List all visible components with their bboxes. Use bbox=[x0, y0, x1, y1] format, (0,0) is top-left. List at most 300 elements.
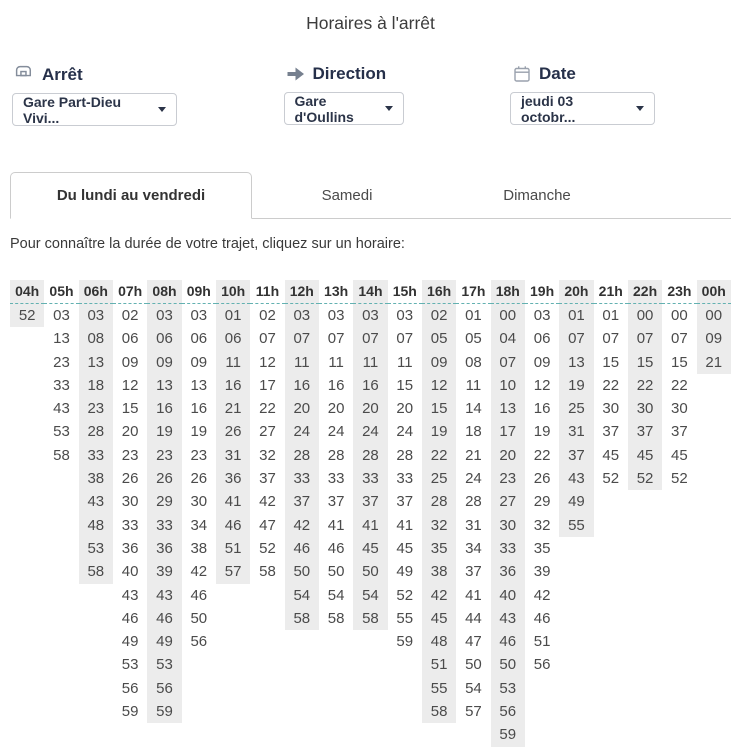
time-cell[interactable]: 25 bbox=[430, 470, 448, 488]
time-cell[interactable]: 28 bbox=[362, 446, 379, 464]
hour-column bbox=[628, 280, 662, 490]
hour-column bbox=[79, 280, 113, 584]
time-cell[interactable]: 39 bbox=[156, 563, 173, 581]
time-cell[interactable]: 10 bbox=[499, 376, 517, 394]
time-cell[interactable]: 37 bbox=[568, 446, 585, 464]
time-cell[interactable]: 46 bbox=[190, 586, 208, 604]
time-cell[interactable]: 34 bbox=[190, 516, 208, 534]
time-cell[interactable]: 11 bbox=[396, 353, 413, 371]
time-cell[interactable]: 07 bbox=[602, 330, 620, 348]
day-tabs bbox=[10, 172, 731, 219]
time-cell[interactable]: 37 bbox=[259, 470, 276, 488]
stop-label-row bbox=[12, 64, 177, 85]
time-cell[interactable]: 42 bbox=[430, 586, 448, 604]
time-cell[interactable]: 09 bbox=[430, 353, 448, 371]
direction-select-value: Gare d'Oullins bbox=[294, 92, 354, 125]
time-cell[interactable]: 26 bbox=[121, 470, 139, 488]
time-cell[interactable]: 36 bbox=[121, 539, 139, 557]
time-cell[interactable]: 33 bbox=[53, 376, 70, 394]
time-cell[interactable]: 56 bbox=[190, 633, 208, 651]
hour-header: 22h bbox=[628, 280, 662, 304]
time-cell[interactable]: 42 bbox=[190, 563, 208, 581]
time-cell[interactable]: 49 bbox=[568, 493, 585, 511]
time-cell[interactable]: 03 bbox=[53, 307, 70, 324]
time-cell[interactable]: 20 bbox=[293, 400, 311, 418]
time-cell[interactable]: 22 bbox=[602, 376, 620, 394]
time-cell[interactable]: 56 bbox=[499, 703, 517, 721]
hour-column bbox=[422, 280, 456, 723]
time-cell[interactable]: 24 bbox=[293, 423, 311, 441]
time-cell[interactable]: 54 bbox=[327, 586, 345, 604]
time-cell[interactable]: 53 bbox=[499, 679, 517, 697]
direction-select[interactable] bbox=[284, 92, 404, 125]
time-cell[interactable]: 07 bbox=[396, 330, 414, 348]
time-cell[interactable]: 37 bbox=[602, 423, 620, 441]
filter-stop bbox=[12, 64, 177, 126]
time-cell[interactable]: 20 bbox=[327, 400, 345, 418]
time-cell[interactable]: 11 bbox=[294, 353, 310, 371]
time-cell[interactable]: 12 bbox=[430, 376, 448, 394]
time-cell[interactable]: 00 bbox=[499, 307, 517, 324]
time-cell[interactable]: 01 bbox=[224, 307, 242, 324]
time-cell[interactable]: 43 bbox=[156, 586, 173, 604]
time-cell[interactable]: 56 bbox=[156, 679, 173, 697]
time-cell[interactable]: 57 bbox=[224, 563, 242, 581]
time-cell[interactable]: 24 bbox=[362, 423, 379, 441]
time-cell[interactable]: 13 bbox=[499, 400, 517, 418]
date-select[interactable] bbox=[510, 92, 655, 125]
time-cell[interactable]: 08 bbox=[87, 330, 105, 348]
time-cell[interactable]: 50 bbox=[327, 563, 345, 581]
time-cell[interactable]: 15 bbox=[396, 376, 414, 394]
time-cell[interactable]: 45 bbox=[671, 446, 688, 464]
time-cell[interactable]: 42 bbox=[259, 493, 276, 511]
time-cell[interactable]: 33 bbox=[362, 470, 379, 488]
time-cell[interactable]: 42 bbox=[533, 586, 551, 604]
hour-header: 11h bbox=[250, 280, 284, 304]
time-cell[interactable]: 59 bbox=[156, 703, 173, 721]
time-cell[interactable]: 36 bbox=[224, 470, 242, 488]
time-cell[interactable]: 09 bbox=[533, 353, 551, 371]
time-cell[interactable]: 37 bbox=[671, 423, 688, 441]
time-cell[interactable]: 07 bbox=[259, 330, 276, 348]
chevron-down-icon bbox=[158, 107, 166, 112]
time-cell[interactable]: 54 bbox=[362, 586, 379, 604]
time-cell[interactable]: 12 bbox=[259, 353, 276, 371]
date-label-row bbox=[510, 64, 655, 84]
time-cell[interactable]: 07 bbox=[293, 330, 311, 348]
time-cell[interactable]: 45 bbox=[362, 539, 379, 557]
time-cell[interactable]: 46 bbox=[121, 609, 139, 627]
time-cell[interactable]: 16 bbox=[293, 376, 311, 394]
time-cell[interactable]: 40 bbox=[121, 563, 139, 581]
time-cell[interactable]: 33 bbox=[499, 539, 517, 557]
time-cell[interactable]: 33 bbox=[396, 470, 414, 488]
hour-header: 23h bbox=[662, 280, 696, 304]
time-cell[interactable]: 12 bbox=[533, 376, 551, 394]
time-cell[interactable]: 54 bbox=[465, 679, 482, 697]
timetable bbox=[10, 280, 731, 747]
time-cell[interactable]: 45 bbox=[430, 609, 448, 627]
time-cell[interactable]: 05 bbox=[430, 330, 448, 348]
bus-stop-icon bbox=[14, 64, 35, 85]
time-cell[interactable]: 21 bbox=[224, 400, 242, 418]
time-cell[interactable]: 26 bbox=[190, 470, 208, 488]
time-cell[interactable]: 03 bbox=[293, 307, 311, 324]
time-cell[interactable]: 23 bbox=[53, 353, 70, 371]
time-cell[interactable]: 58 bbox=[259, 563, 276, 581]
hour-header: 06h bbox=[79, 280, 113, 304]
time-cell[interactable]: 23 bbox=[499, 470, 517, 488]
time-cell[interactable]: 47 bbox=[259, 516, 276, 534]
time-cell[interactable]: 19 bbox=[533, 423, 551, 441]
time-cell[interactable]: 12 bbox=[121, 376, 139, 394]
time-cell[interactable]: 42 bbox=[293, 516, 311, 534]
time-cell[interactable]: 28 bbox=[327, 446, 345, 464]
time-cell[interactable]: 16 bbox=[224, 376, 242, 394]
time-cell[interactable]: 30 bbox=[671, 400, 688, 418]
time-cell[interactable]: 05 bbox=[465, 330, 482, 348]
time-cell[interactable]: 48 bbox=[87, 516, 105, 534]
time-cell[interactable]: 02 bbox=[259, 307, 276, 324]
time-cell[interactable]: 13 bbox=[53, 330, 70, 348]
time-cell[interactable]: 52 bbox=[259, 539, 276, 557]
time-cell[interactable]: 51 bbox=[430, 656, 448, 674]
time-cell[interactable]: 59 bbox=[499, 726, 517, 744]
hour-column bbox=[285, 280, 319, 630]
time-cell[interactable]: 31 bbox=[224, 446, 242, 464]
time-cell[interactable]: 33 bbox=[156, 516, 173, 534]
time-cell[interactable]: 37 bbox=[362, 493, 379, 511]
time-cell[interactable]: 30 bbox=[121, 493, 139, 511]
calendar-icon bbox=[512, 64, 532, 84]
time-cell[interactable]: 09 bbox=[190, 353, 208, 371]
time-cell[interactable]: 58 bbox=[327, 609, 345, 627]
time-cell[interactable]: 29 bbox=[533, 493, 551, 511]
time-cell[interactable]: 03 bbox=[156, 307, 173, 324]
time-cell[interactable]: 23 bbox=[190, 446, 208, 464]
time-cell[interactable]: 27 bbox=[499, 493, 517, 511]
time-cell[interactable]: 49 bbox=[121, 633, 139, 651]
time-cell[interactable]: 06 bbox=[121, 330, 139, 348]
time-cell[interactable]: 43 bbox=[568, 470, 585, 488]
time-cell[interactable]: 30 bbox=[190, 493, 208, 511]
time-cell[interactable]: 38 bbox=[87, 470, 105, 488]
time-cell[interactable]: 16 bbox=[362, 376, 379, 394]
hour-header: 08h bbox=[147, 280, 181, 304]
time-cell[interactable]: 52 bbox=[671, 470, 688, 488]
time-cell[interactable]: 30 bbox=[636, 400, 654, 418]
time-cell[interactable]: 07 bbox=[327, 330, 345, 348]
time-cell[interactable]: 09 bbox=[156, 353, 173, 371]
time-cell[interactable]: 48 bbox=[430, 633, 448, 651]
time-cell[interactable]: 17 bbox=[259, 376, 276, 394]
time-cell[interactable]: 23 bbox=[156, 446, 173, 464]
time-cell[interactable]: 11 bbox=[328, 353, 344, 371]
time-cell[interactable]: 19 bbox=[190, 423, 208, 441]
time-cell[interactable]: 43 bbox=[53, 400, 70, 418]
time-cell[interactable]: 11 bbox=[362, 353, 379, 371]
time-cell[interactable]: 16 bbox=[533, 400, 551, 418]
time-cell[interactable]: 33 bbox=[293, 470, 311, 488]
time-cell[interactable]: 07 bbox=[568, 330, 585, 348]
time-cell[interactable]: 58 bbox=[53, 446, 70, 464]
time-cell[interactable]: 15 bbox=[636, 353, 654, 371]
time-cell[interactable]: 55 bbox=[568, 516, 585, 534]
time-cell[interactable]: 31 bbox=[465, 516, 482, 534]
time-cell[interactable]: 07 bbox=[362, 330, 379, 348]
time-cell[interactable]: 21 bbox=[465, 446, 482, 464]
time-cell[interactable]: 03 bbox=[396, 307, 414, 324]
time-cell[interactable]: 34 bbox=[465, 539, 482, 557]
time-cell[interactable]: 41 bbox=[396, 516, 414, 534]
time-cell[interactable]: 50 bbox=[499, 656, 517, 674]
time-cell[interactable]: 58 bbox=[87, 563, 105, 581]
time-cell[interactable]: 18 bbox=[87, 376, 105, 394]
time-cell[interactable]: 16 bbox=[190, 400, 208, 418]
time-cell[interactable]: 06 bbox=[533, 330, 551, 348]
time-cell[interactable]: 57 bbox=[465, 703, 482, 721]
time-cell[interactable]: 52 bbox=[18, 307, 36, 324]
time-cell[interactable]: 01 bbox=[568, 307, 585, 324]
time-cell[interactable]: 30 bbox=[602, 400, 620, 418]
time-cell[interactable]: 22 bbox=[430, 446, 448, 464]
tab-sunday[interactable]: Dimanche bbox=[503, 187, 571, 204]
time-cell[interactable]: 24 bbox=[396, 423, 414, 441]
time-cell[interactable]: 52 bbox=[396, 586, 414, 604]
time-cell[interactable]: 20 bbox=[362, 400, 379, 418]
hour-column bbox=[662, 280, 696, 490]
time-cell[interactable]: 25 bbox=[568, 400, 585, 418]
time-cell[interactable]: 33 bbox=[121, 516, 139, 534]
time-cell[interactable]: 41 bbox=[224, 493, 242, 511]
time-cell[interactable]: 22 bbox=[671, 376, 688, 394]
time-cell[interactable]: 09 bbox=[121, 353, 139, 371]
time-cell[interactable]: 28 bbox=[87, 423, 105, 441]
time-cell[interactable]: 23 bbox=[121, 446, 139, 464]
time-cell[interactable]: 26 bbox=[156, 470, 173, 488]
time-cell[interactable]: 56 bbox=[121, 679, 139, 697]
time-cell[interactable]: 02 bbox=[121, 307, 139, 324]
time-cell[interactable]: 06 bbox=[156, 330, 173, 348]
time-cell[interactable]: 24 bbox=[465, 470, 482, 488]
time-cell[interactable]: 49 bbox=[396, 563, 414, 581]
time-cell[interactable]: 54 bbox=[293, 586, 311, 604]
stop-label: Arrêt bbox=[42, 64, 83, 84]
time-cell[interactable]: 13 bbox=[87, 353, 105, 371]
time-cell[interactable]: 37 bbox=[636, 423, 654, 441]
time-cell[interactable]: 13 bbox=[568, 353, 585, 371]
time-cell[interactable]: 35 bbox=[533, 539, 551, 557]
time-cell[interactable]: 40 bbox=[499, 586, 517, 604]
time-cell[interactable]: 17 bbox=[499, 423, 517, 441]
time-cell[interactable]: 02 bbox=[430, 307, 448, 324]
time-cell[interactable]: 45 bbox=[636, 446, 654, 464]
time-cell[interactable]: 26 bbox=[533, 470, 551, 488]
time-cell[interactable]: 29 bbox=[156, 493, 173, 511]
time-cell[interactable]: 15 bbox=[121, 400, 139, 418]
time-cell[interactable]: 09 bbox=[705, 330, 723, 348]
chevron-down-icon bbox=[385, 106, 393, 111]
time-cell[interactable]: 51 bbox=[533, 633, 551, 651]
time-cell[interactable]: 15 bbox=[430, 400, 448, 418]
hour-header: 18h bbox=[491, 280, 525, 304]
time-cell[interactable]: 07 bbox=[636, 330, 654, 348]
time-cell[interactable]: 41 bbox=[465, 586, 482, 604]
time-cell[interactable]: 13 bbox=[190, 376, 208, 394]
time-cell[interactable]: 50 bbox=[293, 563, 311, 581]
time-cell[interactable]: 22 bbox=[259, 400, 276, 418]
time-cell[interactable]: 55 bbox=[396, 609, 414, 627]
time-cell[interactable]: 32 bbox=[259, 446, 276, 464]
time-cell[interactable]: 46 bbox=[156, 609, 173, 627]
tab-saturday[interactable]: Samedi bbox=[321, 187, 373, 204]
time-cell[interactable]: 03 bbox=[327, 307, 345, 324]
time-cell[interactable]: 03 bbox=[87, 307, 105, 324]
time-cell[interactable]: 20 bbox=[396, 400, 414, 418]
time-cell[interactable]: 53 bbox=[87, 539, 105, 557]
time-cell[interactable]: 20 bbox=[121, 423, 139, 441]
hour-column bbox=[44, 280, 78, 467]
time-cell[interactable]: 36 bbox=[499, 563, 517, 581]
time-cell[interactable]: 45 bbox=[396, 539, 414, 557]
time-cell[interactable]: 00 bbox=[705, 307, 723, 324]
time-cell[interactable]: 27 bbox=[259, 423, 276, 441]
time-cell[interactable]: 36 bbox=[156, 539, 173, 557]
time-cell[interactable]: 07 bbox=[499, 353, 517, 371]
time-cell[interactable]: 47 bbox=[465, 633, 482, 651]
hour-column bbox=[491, 280, 525, 747]
time-cell[interactable]: 28 bbox=[396, 446, 414, 464]
time-cell[interactable]: 00 bbox=[671, 307, 688, 324]
time-cell[interactable]: 32 bbox=[430, 516, 448, 534]
time-cell[interactable]: 01 bbox=[465, 307, 482, 324]
hour-header: 21h bbox=[594, 280, 628, 304]
hour-column bbox=[525, 280, 559, 677]
time-cell[interactable]: 03 bbox=[362, 307, 379, 324]
time-cell[interactable]: 03 bbox=[190, 307, 208, 324]
time-cell[interactable]: 59 bbox=[396, 633, 414, 651]
time-cell[interactable]: 41 bbox=[362, 516, 379, 534]
time-cell[interactable]: 46 bbox=[224, 516, 242, 534]
time-cell[interactable]: 52 bbox=[602, 470, 620, 488]
time-cell[interactable]: 43 bbox=[499, 609, 517, 627]
time-cell[interactable]: 07 bbox=[671, 330, 688, 348]
time-cell[interactable]: 28 bbox=[430, 493, 448, 511]
time-cell[interactable]: 00 bbox=[636, 307, 654, 324]
time-cell[interactable]: 38 bbox=[430, 563, 448, 581]
time-cell[interactable]: 43 bbox=[121, 586, 139, 604]
time-cell[interactable]: 16 bbox=[327, 376, 345, 394]
time-cell[interactable]: 33 bbox=[87, 446, 105, 464]
time-cell[interactable]: 19 bbox=[156, 423, 173, 441]
time-cell[interactable]: 06 bbox=[224, 330, 242, 348]
tab-weekdays[interactable]: Du lundi au vendredi bbox=[10, 172, 252, 219]
hour-header: 13h bbox=[319, 280, 353, 304]
time-cell[interactable]: 53 bbox=[121, 656, 139, 674]
time-cell[interactable]: 53 bbox=[53, 423, 70, 441]
time-cell[interactable]: 37 bbox=[465, 563, 482, 581]
hour-header: 17h bbox=[456, 280, 490, 304]
time-cell[interactable]: 04 bbox=[499, 330, 517, 348]
time-cell[interactable]: 32 bbox=[533, 516, 551, 534]
time-cell[interactable]: 35 bbox=[430, 539, 448, 557]
time-cell[interactable]: 18 bbox=[465, 423, 482, 441]
time-cell[interactable]: 23 bbox=[87, 400, 105, 418]
time-cell[interactable]: 01 bbox=[602, 307, 620, 324]
time-cell[interactable]: 56 bbox=[533, 656, 551, 674]
time-cell[interactable]: 28 bbox=[293, 446, 311, 464]
time-cell[interactable]: 03 bbox=[533, 307, 551, 324]
time-cell[interactable]: 33 bbox=[327, 470, 345, 488]
time-cell[interactable]: 46 bbox=[499, 633, 517, 651]
hour-column bbox=[216, 280, 250, 584]
time-cell[interactable]: 58 bbox=[362, 609, 379, 627]
time-cell[interactable]: 30 bbox=[499, 516, 517, 534]
time-cell[interactable]: 58 bbox=[293, 609, 311, 627]
time-cell[interactable]: 50 bbox=[465, 656, 482, 674]
time-cell[interactable]: 15 bbox=[671, 353, 688, 371]
time-cell[interactable]: 37 bbox=[293, 493, 311, 511]
hour-header: 10h bbox=[216, 280, 250, 304]
time-cell[interactable]: 58 bbox=[430, 703, 448, 721]
time-cell[interactable]: 37 bbox=[396, 493, 414, 511]
time-cell[interactable]: 43 bbox=[87, 493, 105, 511]
time-cell[interactable]: 50 bbox=[190, 609, 208, 627]
time-cell[interactable]: 46 bbox=[293, 539, 311, 557]
time-cell[interactable]: 53 bbox=[156, 656, 173, 674]
time-cell[interactable]: 51 bbox=[224, 539, 242, 557]
time-cell[interactable]: 46 bbox=[533, 609, 551, 627]
time-cell[interactable]: 50 bbox=[362, 563, 379, 581]
time-cell[interactable]: 21 bbox=[705, 353, 723, 371]
time-cell[interactable]: 14 bbox=[465, 400, 482, 418]
time-cell[interactable]: 39 bbox=[533, 563, 551, 581]
time-cell[interactable]: 26 bbox=[224, 423, 242, 441]
time-cell[interactable]: 45 bbox=[602, 446, 620, 464]
time-cell[interactable]: 24 bbox=[327, 423, 345, 441]
time-cell[interactable]: 11 bbox=[465, 376, 482, 394]
time-cell[interactable]: 06 bbox=[190, 330, 208, 348]
time-cell[interactable]: 19 bbox=[568, 376, 585, 394]
time-cell[interactable]: 49 bbox=[156, 633, 173, 651]
time-cell[interactable]: 38 bbox=[190, 539, 208, 557]
filter-date bbox=[510, 64, 655, 126]
time-cell[interactable]: 41 bbox=[327, 516, 345, 534]
time-cell[interactable]: 46 bbox=[327, 539, 345, 557]
time-cell[interactable]: 19 bbox=[430, 423, 448, 441]
time-cell[interactable]: 31 bbox=[568, 423, 585, 441]
time-cell[interactable]: 28 bbox=[465, 493, 482, 511]
time-cell[interactable]: 52 bbox=[636, 470, 654, 488]
time-cell[interactable]: 20 bbox=[499, 446, 517, 464]
time-cell[interactable]: 22 bbox=[533, 446, 551, 464]
time-cell[interactable]: 55 bbox=[430, 679, 448, 697]
hour-column bbox=[388, 280, 422, 653]
time-cell[interactable]: 44 bbox=[465, 609, 482, 627]
time-cell[interactable]: 59 bbox=[121, 703, 139, 721]
hour-column bbox=[559, 280, 593, 537]
stop-select[interactable] bbox=[12, 93, 177, 126]
time-cell[interactable]: 08 bbox=[465, 353, 482, 371]
time-cell[interactable]: 15 bbox=[602, 353, 620, 371]
time-cell[interactable]: 37 bbox=[327, 493, 345, 511]
filter-direction bbox=[284, 64, 404, 126]
time-cell[interactable]: 11 bbox=[225, 353, 241, 371]
time-cell[interactable]: 22 bbox=[636, 376, 654, 394]
time-cell[interactable]: 13 bbox=[156, 376, 173, 394]
time-cell[interactable]: 16 bbox=[156, 400, 173, 418]
